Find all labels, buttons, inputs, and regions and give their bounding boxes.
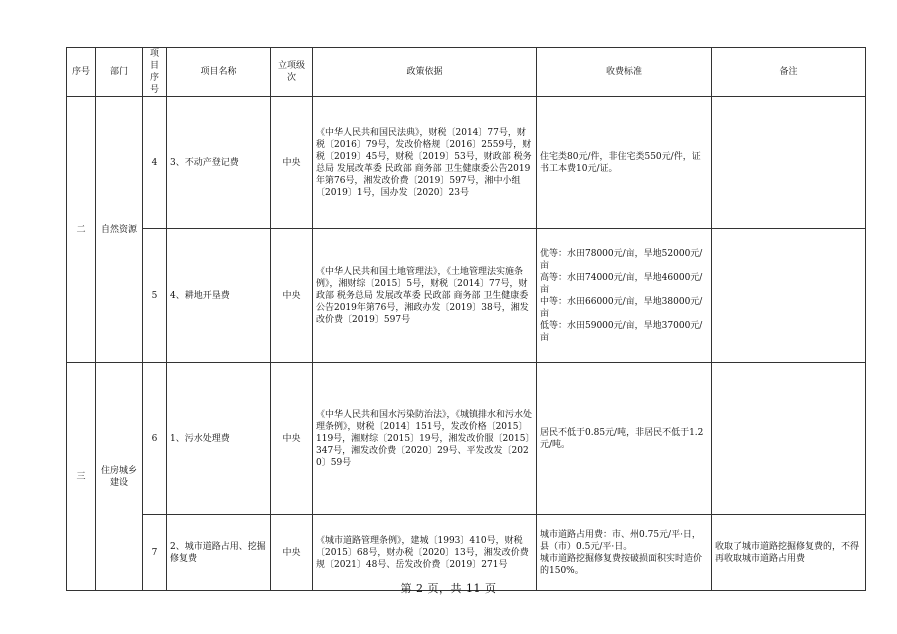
header-item-name: 项目名称 <box>167 48 271 97</box>
item-note: 收取了城市道路挖掘修复费的，不得再收取城市道路占用费 <box>712 515 866 591</box>
item-basis: 《城市道路管理条例》，建城〔1993〕410号，财税〔2015〕68号，财办税〔2020〕13号，湘发改价费规〔2021〕48号、岳发改价费〔2019〕271号 <box>313 515 537 591</box>
item-standard: 城市道路占用费：市、州0.75元/平·日，县（市）0.5元/平·日。 城市道路挖掘修复费按破损面积实时造价的150%。 <box>537 515 712 591</box>
item-level: 中央 <box>271 363 313 515</box>
page-footer: 第 2 页，共 11 页 <box>400 582 497 595</box>
header-row <box>67 48 866 97</box>
item-seq: 7 <box>143 515 167 591</box>
item-standard: 优等：水田78000元/亩，旱地52000元/亩 高等：水田74000元/亩，旱地46000元/亩 中等：水田66000元/亩，旱地38000元/亩 低等：水田59000元/亩，旱地37000元/亩 <box>537 229 712 363</box>
group-dept: 住房城乡建设 <box>96 363 143 591</box>
item-level: 中央 <box>271 515 313 591</box>
item-note <box>712 229 866 363</box>
header-note: 备注 <box>712 48 866 97</box>
fee-table <box>66 47 866 591</box>
item-standard: 居民不低于0.85元/吨，非居民不低于1.2元/吨。 <box>537 363 712 515</box>
item-basis: 《中华人民共和国民法典》，财税〔2014〕77号，财税〔2016〕79号，发改价格规〔2016〕2559号，财税〔2019〕45号，财税〔2019〕53号，财政部 税务总局 发展改革委 民政部 商务部 卫生健康委公告2019年第76号，湘发改价费〔2019〕597号，湘中小组〔2019〕1号，国办发〔2020〕23号 <box>313 97 537 229</box>
header-basis: 政策依据 <box>313 48 537 97</box>
header-level: 立项级次 <box>271 48 313 97</box>
item-name: 3、不动产登记费 <box>167 97 271 229</box>
group-seq: 三 <box>67 363 96 591</box>
item-seq: 6 <box>143 363 167 515</box>
item-seq: 4 <box>143 97 167 229</box>
item-level: 中央 <box>271 97 313 229</box>
item-name: 4、耕地开垦费 <box>167 229 271 363</box>
item-basis: 《中华人民共和国土地管理法》，《土地管理法实施条例》，湘财综〔2015〕5号，财税〔2014〕77号，财政部 税务总局 发展改革委 民政部 商务部 卫生健康委公告2019年第76号，湘政办发〔2019〕38号，湘发改价费〔2019〕597号 <box>313 229 537 363</box>
table-row <box>67 97 866 229</box>
item-seq: 5 <box>143 229 167 363</box>
item-name: 1、污水处理费 <box>167 363 271 515</box>
group-dept: 自然资源 <box>96 97 143 363</box>
item-note <box>712 363 866 515</box>
item-basis: 《中华人民共和国水污染防治法》，《城镇排水和污水处理条例》，财税〔2014〕151号，发改价格〔2015〕119号，湘财综〔2015〕19号，湘发改价服〔2015〕347号，湘发改价费〔2020〕29号、平发改发〔2020〕59号 <box>313 363 537 515</box>
table-row <box>67 229 866 363</box>
item-standard: 住宅类80元/件，非住宅类550元/件，证书工本费10元/证。 <box>537 97 712 229</box>
header-dept: 部门 <box>96 48 143 97</box>
item-name: 2、城市道路占用、挖掘修复费 <box>167 515 271 591</box>
group-seq: 二 <box>67 97 96 363</box>
header-item-seq: 项目序号 <box>143 48 167 97</box>
header-standard: 收费标准 <box>537 48 712 97</box>
header-seq: 序号 <box>67 48 96 97</box>
table-row <box>67 363 866 515</box>
item-note <box>712 97 866 229</box>
item-level: 中央 <box>271 229 313 363</box>
